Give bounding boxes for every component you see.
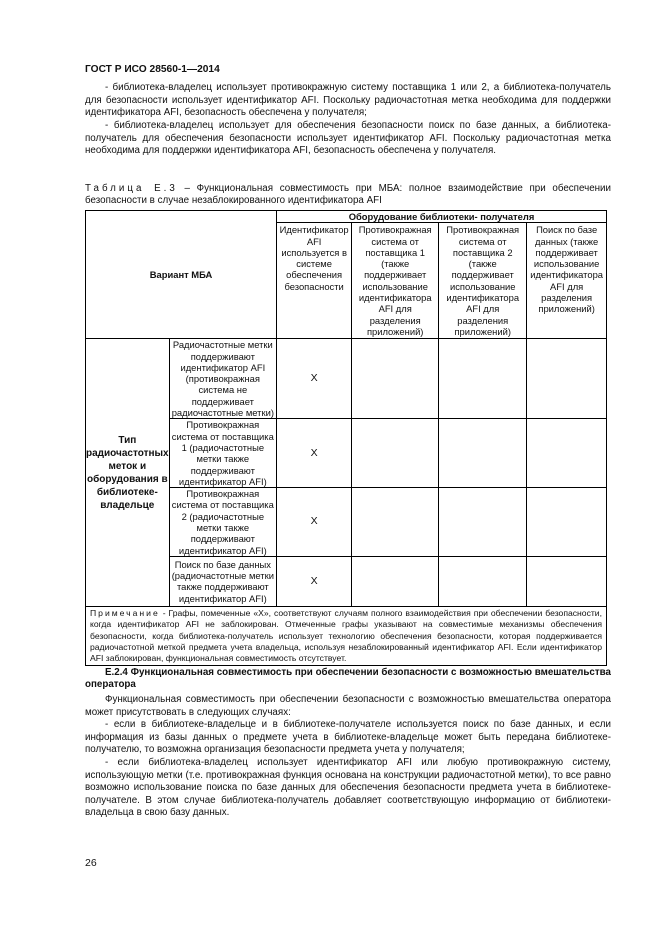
- equipment-header: Оборудование библиотеки- получателя: [277, 211, 607, 223]
- mark-cell: X: [277, 339, 352, 419]
- mark-cell: [352, 556, 439, 606]
- intro-paragraph-2: - библиотека-владелец использует для обеспечения безопасности поиск по базе данных, а библиотека-получатель для обеспечения безопасности использует идентификатор AFI. Поскольку радиочастотная метка необходима для поддержки идентификатора AFI, безопасность обеспечена у получателя.: [85, 120, 611, 157]
- mark-cell: [352, 488, 439, 557]
- column-header-vendor-2: Противокражная система от поставщика 2 (также поддерживает использование идентификатора AFI для разделения приложений): [439, 223, 527, 339]
- intro-paragraph-1: - библиотека-владелец использует противокражную систему поставщика 1 или 2, а библиотека-получатель для безопасности использует идентификатор AFI. Поскольку радиочастотная метка необходима для поддержки идентификатора AFI, безопасность обеспечена у получателя;: [85, 82, 611, 119]
- row-label: Радиочастотные метки поддерживают идентификатор AFI (противокражная система не поддерживает радиочастотные метки): [169, 339, 276, 419]
- mark-cell: [527, 419, 607, 488]
- column-header-vendor-1: Противокражная система от поставщика 1 (также поддерживает использование идентификатора AFI для разделения приложений): [352, 223, 439, 339]
- mark-cell: [439, 556, 527, 606]
- section-paragraph-2: - если в библиотеке-владельце и в библиотеке-получателе используется поиск по базе данных, и если информация из базы данных о предмете учета в библиотеке-владельце может быть передана библиотеке-получателю, то возможна организация безопасности предмета учета у получателя;: [85, 719, 611, 756]
- column-header-database: Поиск по базе данных (также поддерживает использование идентификатора AFI для разделения приложений): [527, 223, 607, 339]
- table-header-row: [86, 211, 607, 223]
- table-note-row: [86, 606, 607, 665]
- mark-cell: [352, 339, 439, 419]
- table-caption: [85, 183, 611, 207]
- page-number: 26: [85, 857, 97, 869]
- mark-cell: [439, 419, 527, 488]
- mark-cell: X: [277, 556, 352, 606]
- column-header-afi: Идентификатор AFI используется в системе обеспечения безопасности: [277, 223, 352, 339]
- mark-cell: [352, 419, 439, 488]
- mark-cell: [527, 488, 607, 557]
- mark-cell: [439, 339, 527, 419]
- table-note-text: - Графы, помеченные «Х», соответствуют случаям полного взаимодействия при обеспечении безопасности, когда идентификатор AFI не заблокирован. Отмеченные графы указывают на совместимые механизмы обеспечения безопасности, когда библиотека-получатель использует технологию обеспечения безопасности, которая поддерживается радиочастотной меткой предмета учета владельца, используя незаблокированный идентификатор AFI. Если идентификатор AFI заблокирован, функциональная совместимость отсутствует.: [90, 607, 602, 664]
- section-heading: Е.2.4 Функциональная совместимость при обеспечении безопасности с возможностью вмешательства оператора: [85, 667, 611, 691]
- mark-cell: [527, 556, 607, 606]
- mark-cell: X: [277, 488, 352, 557]
- mark-cell: [527, 339, 607, 419]
- row-label: Поиск по базе данных (радиочастотные метки также поддерживают идентификатор AFI): [169, 556, 276, 606]
- table-caption-label: Таблица Е.3: [85, 183, 178, 194]
- row-group-header: Тип радиочастотных меток и оборудования в библиотеке-владельце: [86, 339, 170, 607]
- table-row: [86, 339, 607, 419]
- row-label: Противокражная система от поставщика 2 (радиочастотные метки также поддерживают идентификатор AFI): [169, 488, 276, 557]
- variant-header: Вариант МБА: [86, 211, 277, 339]
- compatibility-table: [85, 210, 607, 666]
- table-caption-text: – Функциональная совместимость при МБА: полное взаимодействие при обеспечении безопасности в случае незаблокированного идентификатора AFI: [85, 183, 611, 207]
- section-paragraph-3: - если библиотека-владелец использует идентификатор AFI или любую противокражную систему, использующую метки (т.е. противокражная функция основана на конструкции радиочастотной метки), то все равно возможно использование поиска по базе данных для обеспечения безопасности предмета учета в библиотеке-получателе. В этом случае библиотека-получатель добавляет соответствующую информацию от библиотеки-владельца в свою базу данных.: [85, 757, 611, 819]
- document-header: ГОСТ Р ИСО 28560-1—2014: [85, 64, 220, 75]
- table-note: [86, 606, 607, 665]
- table-note-label: Примечание: [90, 607, 160, 618]
- mark-cell: [439, 488, 527, 557]
- mark-cell: X: [277, 419, 352, 488]
- section-paragraph-1: Функциональная совместимость при обеспечении безопасности с возможностью вмешательства оператора может присутствовать в следующих случаях:: [85, 694, 611, 718]
- row-label: Противокражная система от поставщика 1 (радиочастотные метки также поддерживают идентификатор AFI): [169, 419, 276, 488]
